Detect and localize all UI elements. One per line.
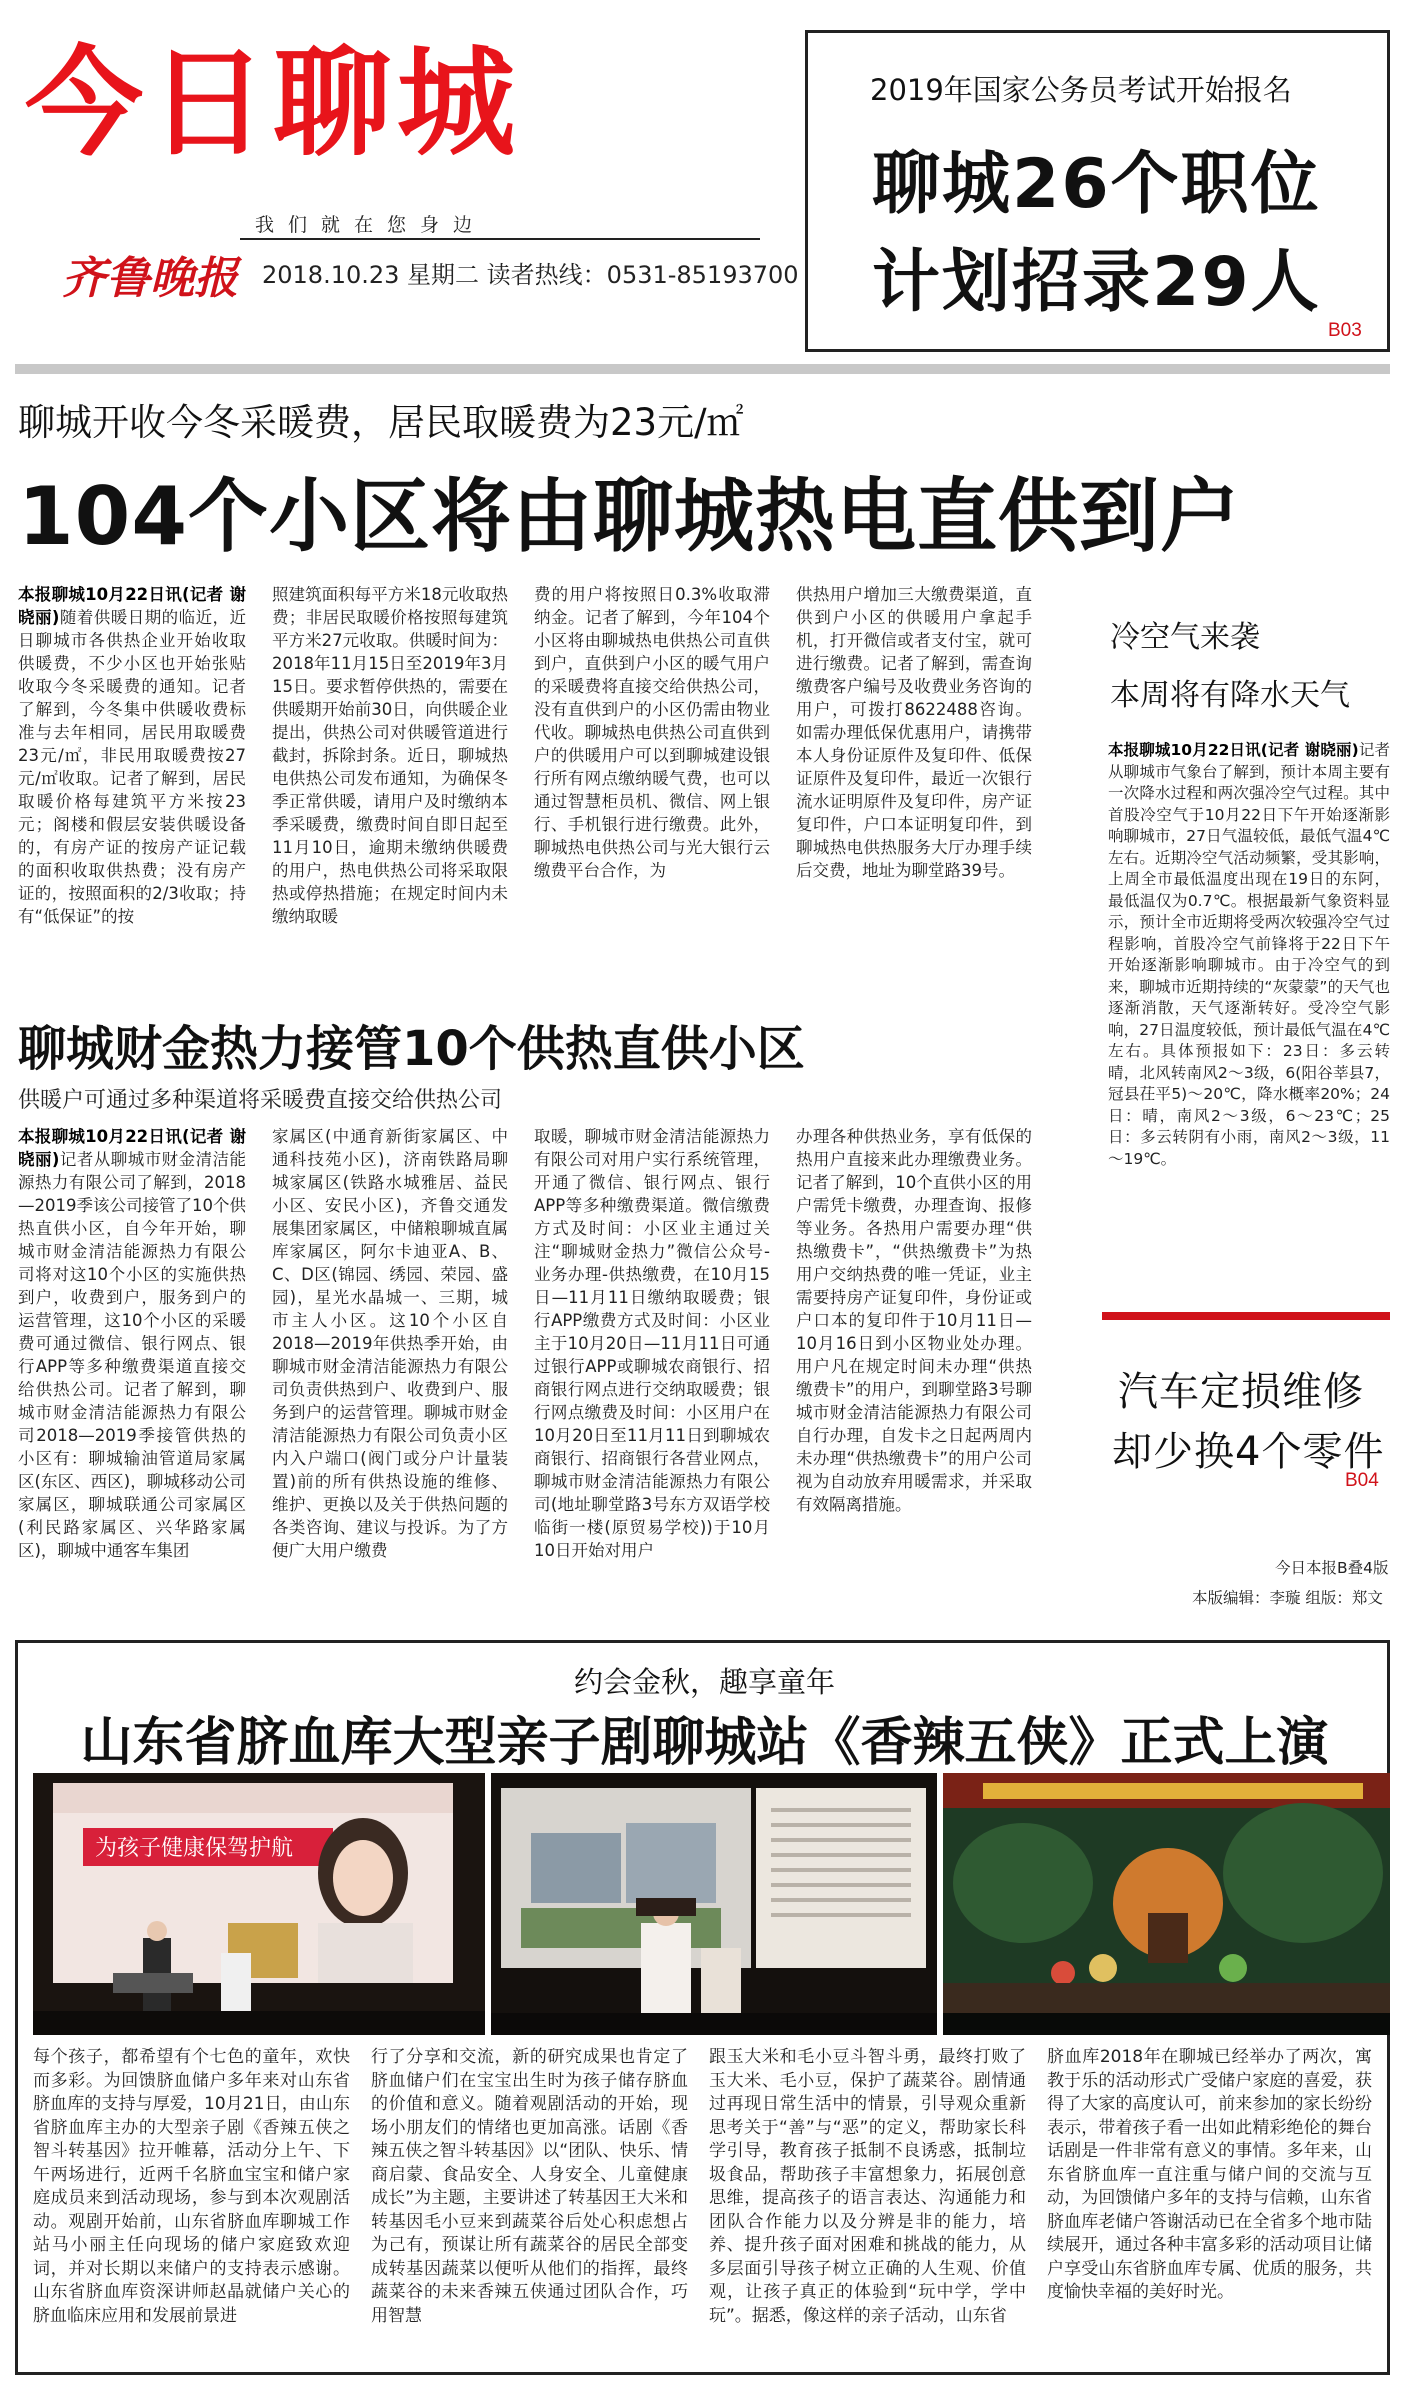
story2-column-1 [18, 1125, 246, 1623]
masthead-tagline: 我们就在您身边 [255, 214, 487, 236]
story1-headline: 104个小区将由聊城热电直供到户 [18, 470, 1241, 563]
credits-edition: 今日本报B叠4版 [1275, 1559, 1389, 1577]
credits-editors: 本版编辑：李璇 组版：郑文 [1192, 1589, 1383, 1607]
story2-column-3: 取暖，聊城市财金清洁能源热力有限公司对用户实行系统管理，开通了微信、银行网点、银行APP等多种缴费渠道。微信缴费方式及时间：小区业主通过关注“聊城财金热力”微信公众号-业务办理-供热缴费，在10月15日—11月11日缴纳取暖费；银行APP缴费方式及时间：小区业主于10月20日—11月11日可通过银行APP或聊城农商银行、招商银行网点进行交纳取暖费；银行网点缴费及时间：小区用户在10月20日至11月11日到聊城农商银行、招商银行各营业网点，聊城市财金清洁能源热力有限公司(地址聊堂路3号东方双语学校临街一楼(原贸易学校))于10月10日开始对用户 [534, 1127, 770, 1560]
feature-column-4: 脐血库2018年在聊城已经举办了两次，寓教于乐的活动形式广受储户家庭的喜爱，获得了大家的高度认可，前来参加的家长纷纷表示，带着孩子看一出如此精彩绝伦的舞台话剧是一件非常有意义的事情。多年来，山东省脐血库一直注重与储户间的交流与互动，为回馈储户多年的支持与信赖，山东省脐血库老储户答谢活动已在全省多个地市陆续展开，通过各种丰富多彩的活动项目让储户享受山东省脐血库专属、优质的服务，共度愉快幸福的美好时光。 [1047, 2047, 1372, 2302]
sidebar-red-divider [1102, 1312, 1390, 1320]
dateline: 2018.10.23 星期二 读者热线：0531-85193700 [262, 261, 799, 289]
story2-lead: 本报聊城10月22日讯(记者 谢晓丽) [18, 1127, 246, 1169]
story1-column-4: 供热用户增加三大缴费渠道，直供到户小区的供暖用户拿起手机，打开微信或者支付宝，就可进行缴费。记者了解到，需查询缴费客户编号及收费业务咨询的用户，可拨打8622488咨询。如需办理低保优惠用户，请携带本人身份证原件及复印件、低保证原件及复印件，最近一次银行流水证明原件及复印件，房产证复印件，户口本证明复印件，到聊城热电供热服务大厅办理手续后交费，地址为聊堂路39号。 [796, 585, 1032, 880]
weather-body: 记者从聊城市气象台了解到，预计本周主要有一次降水过程和两次强冷空气过程。其中首股冷空气于10月22日下午开始逐渐影响聊城市，27日气温较低，最低气温4℃左右。近期冷空气活动频繁，受其影响，上周全市最低温度出现在19日的东阿，最低温仅为0.7℃。根据最新气象资料显示，预计全市近期将受两次较强冷空气过程影响，首股冷空气前锋将于22日下午开始逐渐影响聊城市。由于冷空气的到来，聊城市近期持续的“灰蒙蒙”的天气也逐渐消散，天气逐渐转好。受冷空气影响，27日温度较低，预计最低气温在4℃左右。具体预报如下：23日：多云转晴，北风转南风2～3级，6(阳谷莘县7，冠县茌平5)～20℃，降水概率20%；24日：晴，南风2～3级，6～23℃；25日：多云转阴有小雨，南风2～3级，11～19℃。 [1108, 741, 1390, 1168]
feature-photo-3 [943, 1773, 1390, 2035]
story1-column-2: 照建筑面积每平方米18元收取热费；非居民取暖价格按照每建筑平方米27元收取。供暖时间为：2018年11月15日至2019年3月15日。要求暂停供热的，需要在供暖期开始前30日，向供暖企业提出，供热公司对供暖管道进行截封，拆除封条。近日，聊城热电供热公司发布通知，为确保冬季正常供暖，请用户及时缴纳本季采暖费，缴费时间自即日起至11月10日，逾期未缴纳供暖费的用户，热电供热公司将采取限热或停热措施；在规定时间内未缴纳取暖 [272, 585, 508, 926]
car-page-ref[interactable]: B04 [1345, 1470, 1379, 1491]
feature-photo-2 [491, 1773, 937, 2035]
feature-photo-1 [33, 1773, 485, 2035]
weather-headline-2: 本周将有降水天气 [1110, 678, 1350, 713]
brand-logo: 齐鲁晚报 [62, 253, 238, 304]
tagline-divider [240, 238, 760, 240]
feature-headline: 山东省脐血库大型亲子剧聊城站《香辣五侠》正式上演 [80, 1713, 1329, 1773]
promo-headline-2: 计划招录29人 [872, 243, 1321, 322]
section-divider [15, 364, 1390, 374]
weather-headline-1: 冷空气来袭 [1110, 620, 1260, 655]
promo-page-ref[interactable]: B03 [1328, 320, 1362, 341]
promo-headline-1: 聊城26个职位 [872, 145, 1321, 224]
weather-story [1108, 740, 1390, 1288]
story1-lead: 本报聊城10月22日讯(记者 谢晓丽) [18, 585, 246, 627]
car-headline-1: 汽车定损维修 [1118, 1369, 1364, 1415]
story2-subhead: 供暖户可通过多种渠道将采暖费直接交给供热公司 [18, 1088, 503, 1113]
car-headline-2: 却少换4个零件 [1112, 1429, 1385, 1475]
story1-column-3: 费的用户将按照日0.3%收取滞纳金。记者了解到，今年104个小区将由聊城热电供热公司直供到户，直供到户小区的暖气用户的采暖费将直接交给供热公司，没有直供到户的小区仍需由物业代收。聊城热电供热公司直供到户的供暖用户可以到聊城建设银行所有网点缴纳暖气费，也可以通过智慧柜员机、微信、网上银行、手机银行进行缴费。此外，聊城热电供热公司与光大银行云缴费平台合作，为 [534, 585, 770, 880]
story2-col1-text: 记者从聊城市财金清洁能源热力有限公司了解到，2018—2019季该公司接管了10个供热直供小区，自今年开始，聊城市财金清洁能源热力有限公司将对这10个小区的实施供热到户，收费到户，服务到户的运营管理，这10个小区的采暖费可通过微信、银行网点、银行APP等多种缴费渠道直接交给供热公司。记者了解到，聊城市财金清洁能源热力有限公司2018—2019季接管供热的小区有：聊城输油管道局家属区(东区、西区)，聊城移动公司家属区，聊城联通公司家属区(利民路家属区、兴华路家属区)，聊城中通客车集团 [18, 1150, 246, 1560]
photo1-banner-text: 为孩子健康保驾护航 [95, 1836, 294, 1861]
weather-lead: 本报聊城10月22日讯(记者 谢晓丽) [1108, 741, 1359, 759]
story2-column-4: 办理各种供热业务，享有低保的热用户直接来此办理缴费业务。记者了解到，10个直供小区的用户需凭卡缴费，办理查询、报修等业务。各热用户需要办理“供热缴费卡”，“供热缴费卡”为热用户交纳热费的唯一凭证，业主需要持房产证复印件，身份证或户口本的复印件于10月11日—10月16日到小区物业处办理。用户凡在规定时间未办理“供热缴费卡”的用户，到聊堂路3号聊城市财金清洁能源热力有限公司自行办理，自发卡之日起两周内未办理“供热缴费卡”的用户公司视为自动放弃用暖需求，并采取有效隔离措施。 [796, 1127, 1032, 1514]
story1-kicker: 聊城开收今冬采暖费，居民取暖费为23元/㎡ [18, 401, 744, 444]
story1-column-1 [18, 583, 246, 983]
story2-headline: 聊城财金热力接管10个供热直供小区 [18, 1021, 805, 1077]
feature-column-1: 每个孩子，都希望有个七色的童年，欢快而多彩。为回馈脐血储户多年来对山东省脐血库的支持与厚爱，10月21日，由山东省脐血库主办的大型亲子剧《香辣五侠之智斗转基因》拉开帷幕，活动分上午、下午两场进行，近两千名脐血宝宝和储户家庭成员来到活动现场，参与到本次观剧活动。观剧开始前，山东省脐血库聊城工作站马小丽主任向现场的储户家庭致欢迎词，并对长期以来储户的支持表示感谢。山东省脐血库资深讲师赵晶就储户关心的脐血临床应用和发展前景进 [33, 2047, 350, 2326]
feature-column-2: 行了分享和交流，新的研究成果也肯定了脐血储户们在宝宝出生时为孩子储存脐血的价值和意义。随着观剧活动的开始，现场小朋友们的情绪也更加高涨。话剧《香辣五侠之智斗转基因》以“团队、快乐、情商启蒙、食品安全、人身安全、儿童健康成长”为主题，主要讲述了转基因王大米和转基因毛小豆来到蔬菜谷后处心积虑想占为己有，预谋让所有蔬菜谷的居民全部变成转基因蔬菜以便听从他们的指挥，最终蔬菜谷的未来香辣五侠通过团队合作，巧用智慧 [371, 2047, 688, 2326]
masthead-title: 今日聊城 [25, 34, 522, 172]
story2-column-2: 家属区(中通育新街家属区、中通科技苑小区)，济南铁路局聊城家属区(铁路水城雅居、益民小区、安民小区)，齐鲁交通发展集团家属区，中储粮聊城直属库家属区，阿尔卡迪亚A、B、C、D区(锦园、绣园、荣园、盛园)，星光水晶城一、三期，城市主人小区。这10个小区自2018—2019年供热季开始，由聊城市财金清洁能源热力有限公司负责供热到户、收费到户、服务到户的运营管理。聊城市财金清洁能源热力有限公司负责小区内入户端口(阀门或分户计量装置)前的所有供热设施的维修、维护、更换以及关于供热问题的各类咨询、建议与投诉。为了方便广大用户缴费 [272, 1127, 508, 1560]
promo-topline: 2019年国家公务员考试开始报名 [870, 73, 1292, 107]
feature-kicker: 约会金秋，趣享童年 [573, 1665, 835, 1699]
story1-col1-text: 随着供暖日期的临近，近日聊城市各供热企业开始收取供暖费，不少小区也开始张贴收取今冬采暖费的通知。记者了解到，今冬集中供暖收费标准与去年相同，居民用取暖费23元/㎡，非民用取暖费按27元/㎡收取。记者了解到，居民取暖价格每建筑平方米按23元；阁楼和假层安装供暖设备的，有房产证的按房产证记载的面积收取供热费；没有房产证的，按照面积的2/3收取；持有“低保证”的按 [18, 608, 246, 926]
feature-column-3: 跟玉大米和毛小豆斗智斗勇，最终打败了玉大米、毛小豆，保护了蔬菜谷。剧情通过再现日常生活中的情景，引导观众重新思考关于“善”与“恶”的定义，帮助家长科学引导，教育孩子抵制不良诱惑，抵制垃圾食品，帮助孩子丰富想象力，拓展创意思维，提高孩子的语言表达、沟通能力和团队合作能力以及分辨是非的能力，培养、提升孩子面对困难和挑战的能力，从多层面引导孩子树立正确的人生观、价值观，让孩子真正的体验到“玩中学，学中玩”。据悉，像这样的亲子活动，山东省 [709, 2047, 1026, 2326]
